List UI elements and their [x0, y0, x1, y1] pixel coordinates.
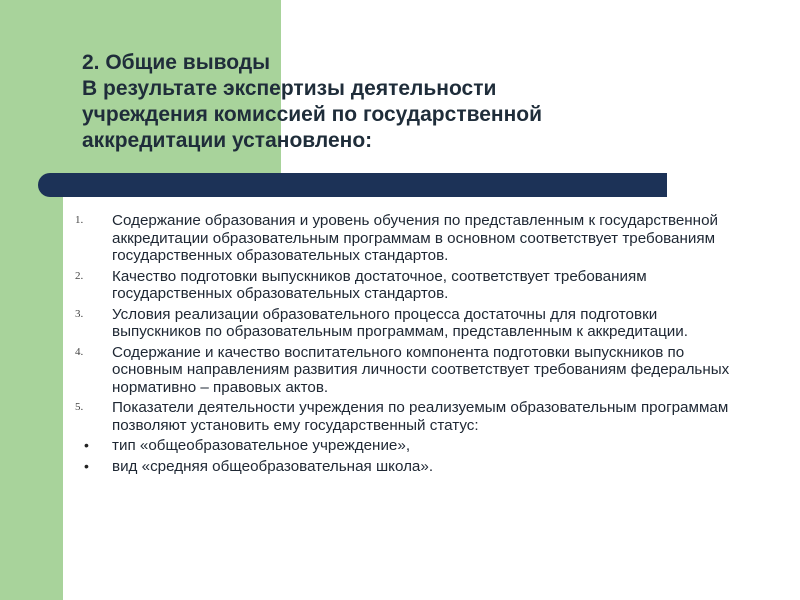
item-text: Качество подготовки выпускников достаточное, соответствует требованиям государственных образовательных стандартов. [112, 267, 647, 302]
item-text: Содержание и качество воспитательного компонента подготовки выпускников по основным направлениям развития личности соответствует требованиям федеральных нормативно – правовых актов. [112, 343, 730, 396]
list-item [70, 268, 750, 303]
title-line: аккредитации установлено: [82, 129, 373, 152]
title-underline-bar [38, 173, 667, 197]
item-text: вид «средняя общеобразовательная школа». [112, 457, 434, 475]
item-number: 4. [75, 345, 84, 358]
item-text: Содержание образования и уровень обучения по представленным к государственной аккредитации образовательным программам в основном соответствует требованиям государственных образовательных стандартов. [112, 212, 718, 264]
item-text: тип «общеобразовательное учреждение», [112, 437, 411, 454]
decorative-green-strip [0, 185, 63, 600]
bullet-icon: • [84, 457, 89, 474]
title-line: учреждения комиссией по государственной [82, 103, 543, 126]
item-number: 1. [75, 214, 84, 226]
list-item [70, 344, 750, 397]
item-text: Условия реализации образовательного процесса достаточны для подготовки выпускников по образовательным программам, представленным к аккредитации. [112, 305, 688, 340]
list-item [70, 306, 750, 341]
item-text: Показатели деятельности учреждения по реализуемым образовательным программам позволяют установить ему государственный статус: [112, 399, 729, 434]
title-line: 2. Общие выводы [82, 51, 271, 74]
bullet-item [70, 437, 750, 455]
title-line: В результате экспертизы деятельности [82, 77, 497, 100]
slide-title [82, 50, 722, 154]
bullet-item [70, 458, 750, 476]
item-number: 2. [75, 269, 84, 282]
item-number: 3. [75, 307, 84, 320]
conclusions-list [70, 212, 750, 478]
list-item [70, 212, 750, 265]
bullet-icon: • [84, 437, 89, 453]
item-number: 5. [75, 401, 84, 413]
list-item [70, 399, 750, 434]
